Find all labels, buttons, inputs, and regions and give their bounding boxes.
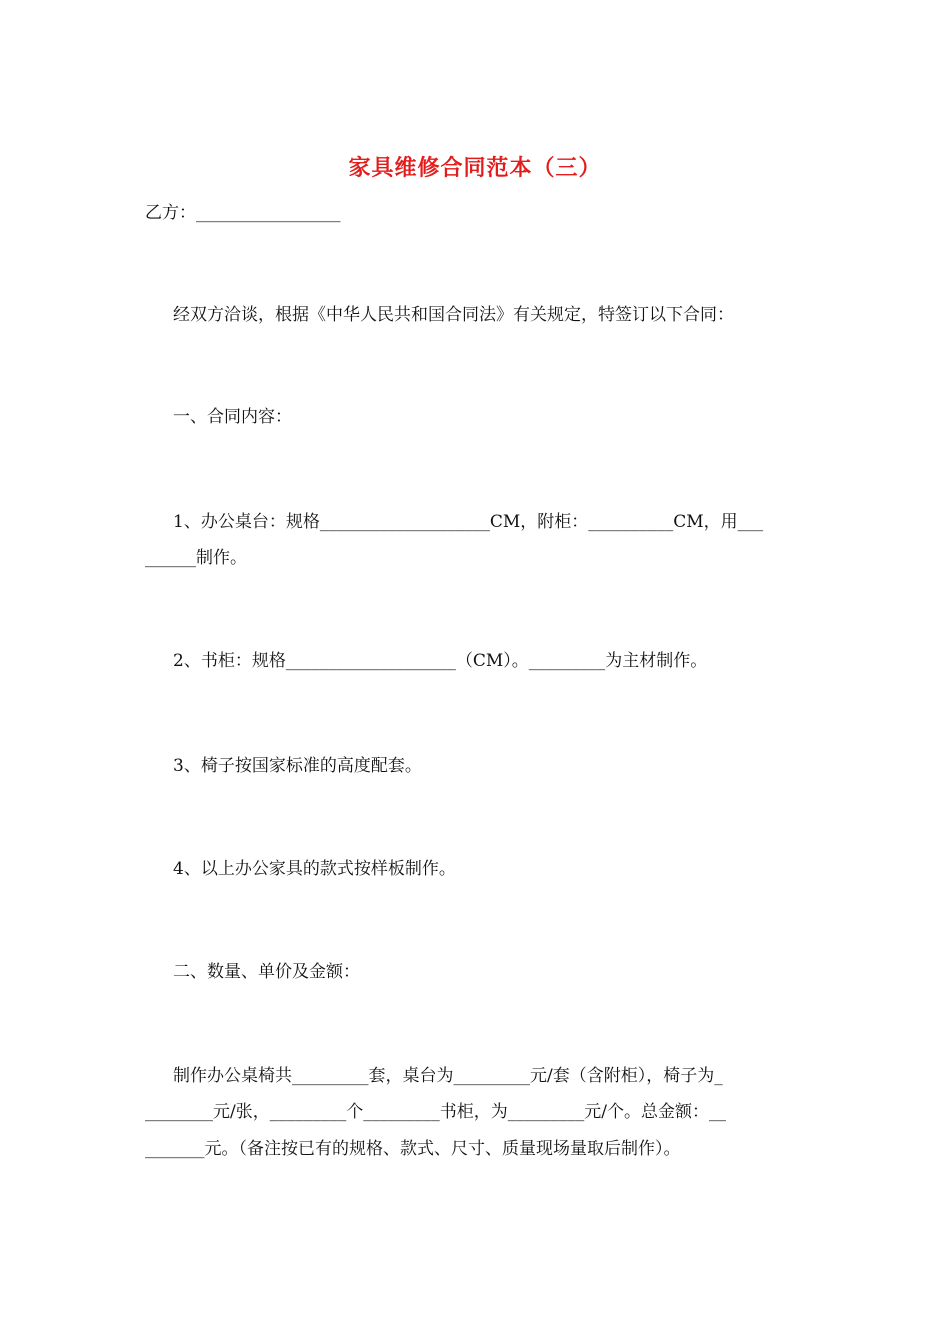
section-2-heading: 二、数量、单价及金额： <box>173 962 360 982</box>
section-1-heading: 一、合同内容： <box>173 407 292 427</box>
paragraph-2-line-2: ________元/张，_________个_________书柜，为_________元/个。总金额：__ <box>145 1102 726 1122</box>
intro-paragraph: 经双方洽谈，根据《中华人民共和国合同法》有关规定，特签订以下合同： <box>173 305 734 325</box>
item-3: 3、椅子按国家标准的高度配套。 <box>173 756 422 776</box>
paragraph-2-line-1: 制作办公桌椅共_________套，桌台为_________元/套（含附柜），椅子为_ <box>173 1066 723 1086</box>
paragraph-2-line-3: _______元。（备注按已有的规格、款式、尺寸、质量现场量取后制作）。 <box>145 1139 681 1159</box>
item-2: 2、书柜：规格____________________（CM）。_________为主材制作。 <box>173 651 708 671</box>
document-title: 家具维修合同范本（三） <box>348 155 602 181</box>
item-4: 4、以上办公家具的款式按样板制作。 <box>173 859 456 879</box>
item-1-line-2: ______制作。 <box>145 548 247 568</box>
item-1-line-1: 1、办公桌台：规格____________________CM，附柜：__________CM，用___ <box>173 512 764 532</box>
party-b-line: 乙方：_________________ <box>145 203 341 223</box>
